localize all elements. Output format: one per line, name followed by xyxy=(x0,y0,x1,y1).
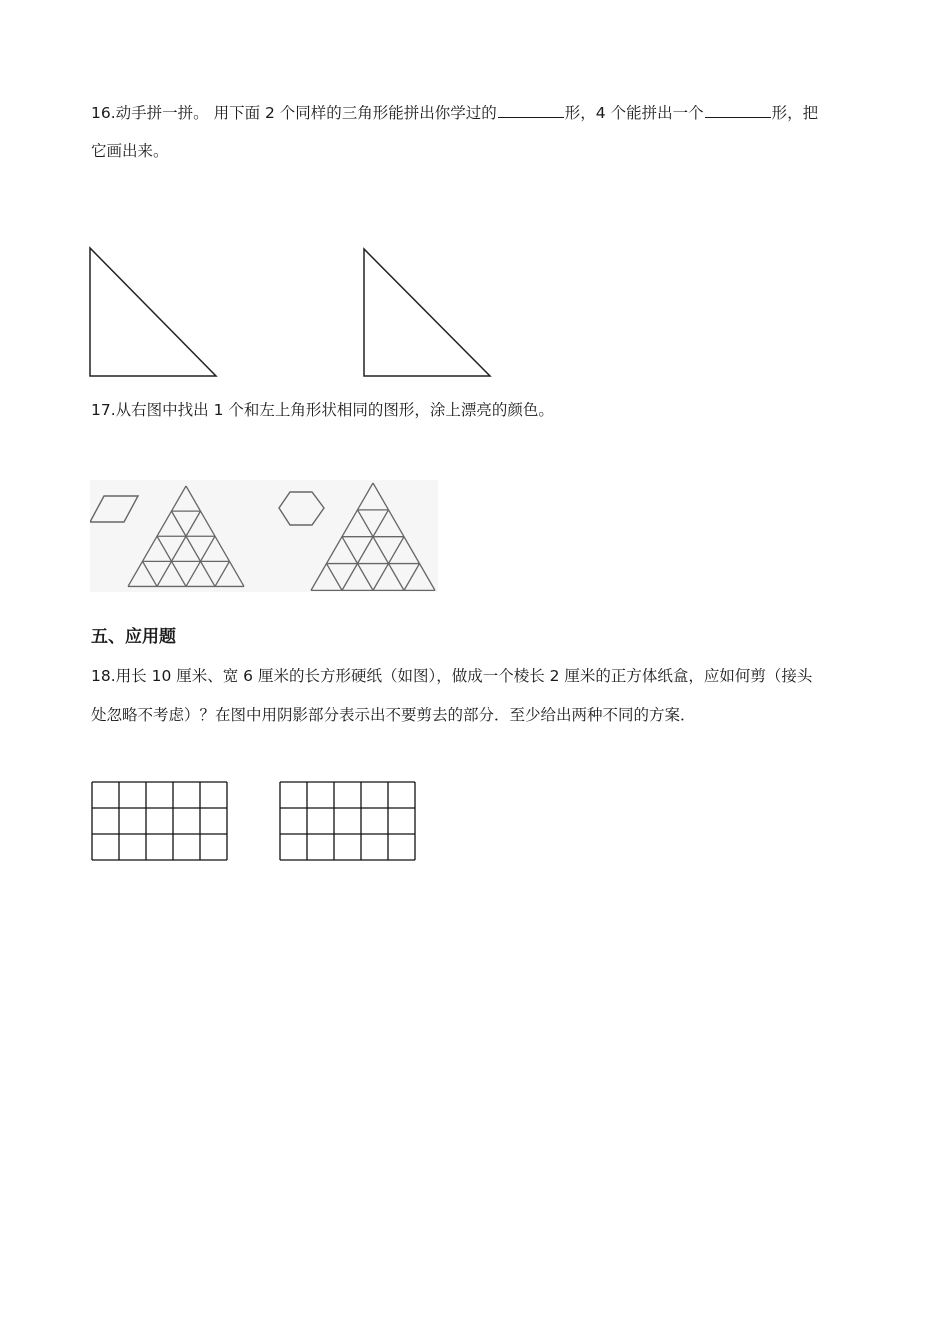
q17-figure xyxy=(90,480,438,592)
q16-line-2: 它画出来。 xyxy=(91,142,169,160)
q16-text-part2: 形，4 个能拼出一个 xyxy=(564,104,704,122)
q16-triangle-right xyxy=(362,246,494,382)
q18-grid-right[interactable] xyxy=(279,781,419,863)
q16-blank-2[interactable] xyxy=(705,103,771,118)
q16-text-part1: 16.动手拼一拼。 用下面 2 个同样的三角形能拼出你学过的 xyxy=(91,104,497,122)
section-heading: 五、应用题 xyxy=(91,627,176,647)
q16-blank-1[interactable] xyxy=(498,103,564,118)
q16-text-part3: 形，把 xyxy=(771,104,819,122)
q18-line-1: 18.用长 10 厘米、宽 6 厘米的长方形硬纸（如图），做成一个棱长 2 厘米的正方体纸盒，应如何剪（接头 xyxy=(91,667,813,685)
q18-line-2: 处忽略不考虑）？在图中用阴影部分表示出不要剪去的部分．至少给出两种不同的方案． xyxy=(91,706,696,724)
q16-line-1 xyxy=(91,103,818,123)
q16-triangle-left xyxy=(88,244,220,380)
q17-text: 17.从右图中找出 1 个和左上角形状相同的图形，涂上漂亮的颜色。 xyxy=(91,401,554,419)
q18-grid-left[interactable] xyxy=(91,781,231,863)
